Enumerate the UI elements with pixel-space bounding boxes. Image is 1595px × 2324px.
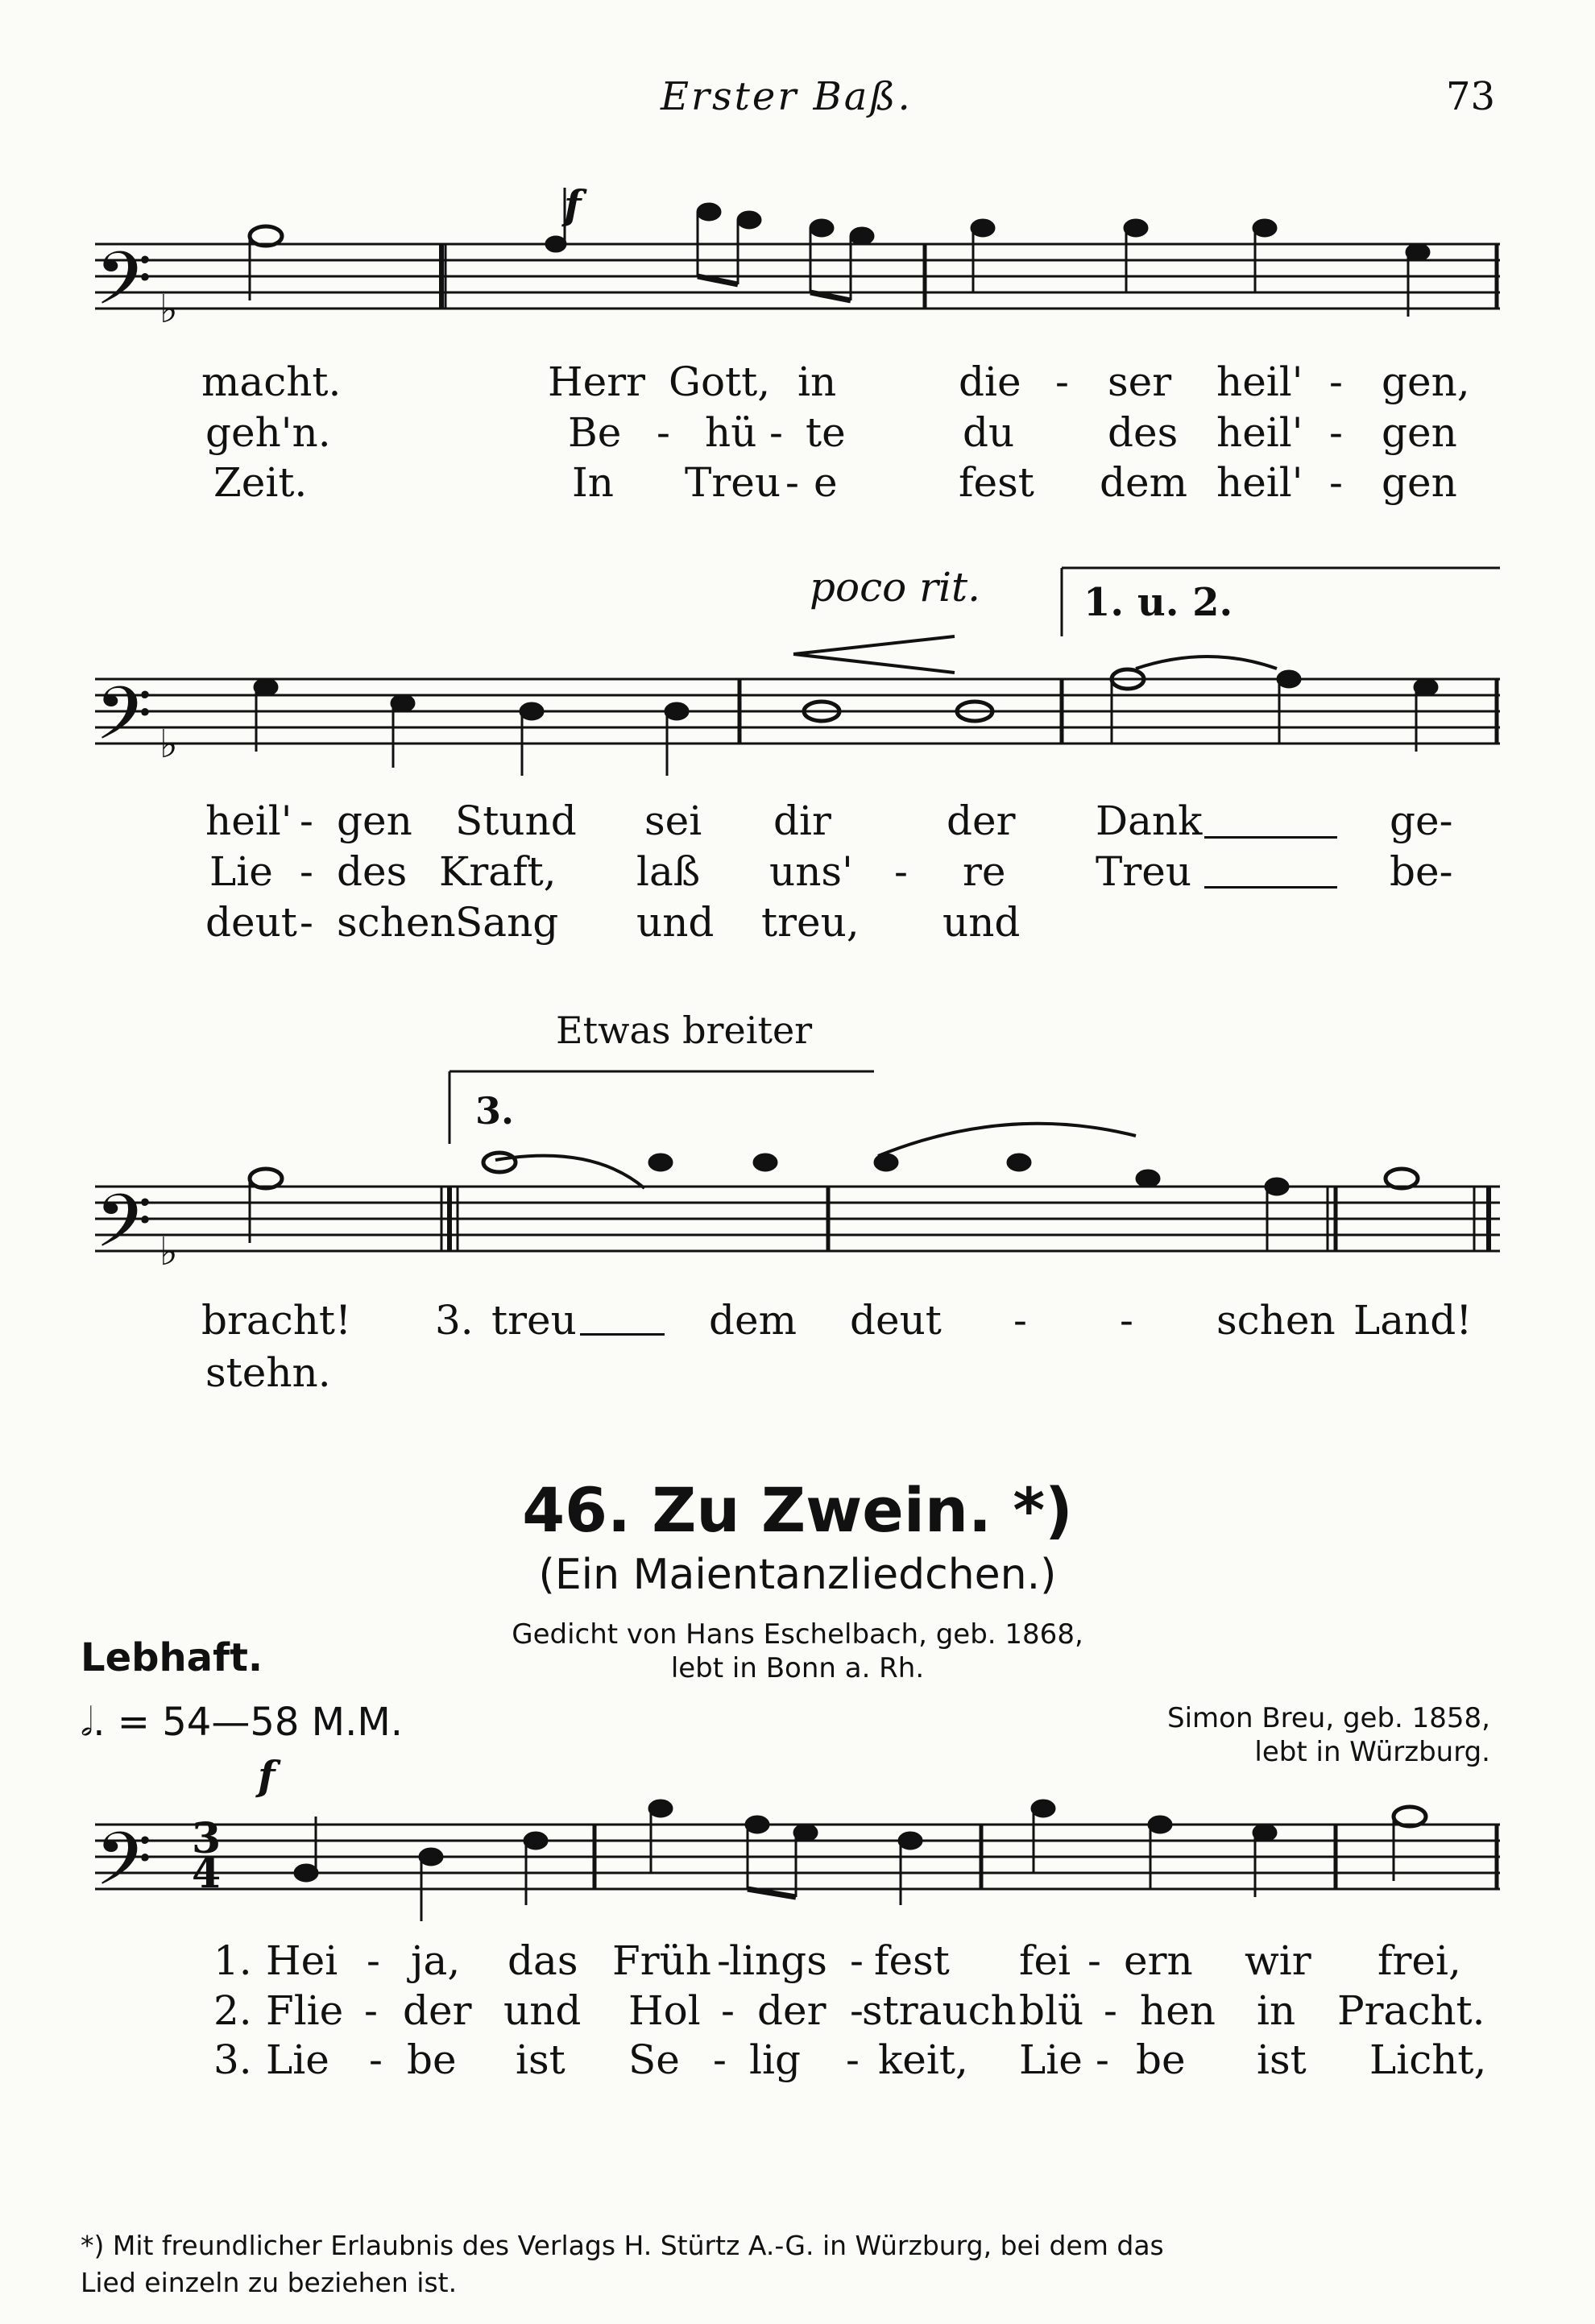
- lyrics-s2-verse2: Lie - des Kraft, laß uns' - re Treu be-: [209, 848, 1453, 895]
- staff-3: [95, 1071, 1500, 1251]
- running-header: Erster Baß.: [661, 74, 913, 119]
- dynamic-forte-1: f: [564, 181, 582, 229]
- composer-line-1: Simon Breu, geb. 1858,: [1167, 1702, 1490, 1734]
- svg-text:♭: ♭: [160, 1229, 178, 1274]
- bass-clef-1: 𝄢: [95, 236, 152, 339]
- composer-credit: [1071, 1701, 1490, 1769]
- lyrics-s3-verse1: bracht! 3. treu dem deut - - schen Land!: [201, 1297, 1473, 1344]
- composer-line-2: lebt in Würzburg.: [1254, 1736, 1490, 1768]
- lyrics-s1-verse2: geh'n. Be - hü - te du des heil' - gen: [205, 409, 1457, 456]
- lyrics-s2-verse3: deut - schen Sang und treu, und: [205, 899, 1021, 946]
- poet-line-1: Gedicht von Hans Eschelbach, geb. 1868,: [512, 1618, 1083, 1651]
- song-subtitle: (Ein Maientanzliedchen.): [538, 1551, 1057, 1599]
- page-number: 73: [1446, 74, 1496, 119]
- bass-clef-4: 𝄢: [95, 1817, 152, 1920]
- lyrics-s4-verse3: 3. Lie - be ist Se - lig - keit, Lie - be ist Licht,: [213, 2036, 1487, 2083]
- lyrics-s1-verse1: macht. Herr Gott, in die - ser heil' - gen,: [201, 358, 1470, 405]
- lyrics-s1-verse3: Zeit. In Treu - e fest dem heil' - gen: [213, 459, 1457, 506]
- staff-2: [95, 568, 1500, 744]
- footnote-line-2: Lied einzeln zu beziehen ist.: [81, 2267, 458, 2298]
- poet-credit: [483, 1618, 1112, 1685]
- svg-text:3: 3: [192, 1814, 222, 1863]
- song-title: 46. Zu Zwein. *): [522, 1474, 1073, 1546]
- bass-clef-3: 𝄢: [95, 1179, 152, 1282]
- bass-clef-2: 𝄢: [95, 671, 152, 774]
- footnote: [81, 2227, 1498, 2301]
- footnote-line-1: *) Mit freundlicher Erlaubnis des Verlags H. Stürtz A.-G. in Würzburg, bei dem das: [81, 2230, 1164, 2261]
- melisma-line-1: [1204, 836, 1337, 839]
- melisma-line-2: [1204, 886, 1337, 889]
- svg-text:4: 4: [192, 1849, 222, 1898]
- volta-1-2-label: 1. u. 2.: [1083, 580, 1233, 625]
- melisma-line-3: [580, 1333, 665, 1336]
- etwas-breiter-direction: Etwas breiter: [556, 1009, 813, 1052]
- poco-rit-direction: poco rit.: [810, 564, 980, 611]
- metronome-marking: 𝅗𝅥. = 54—58 M.M.: [81, 1700, 404, 1745]
- lyrics-s4-verse2: 2. Flie - der und Hol - der - strauch blü - hen in Pracht.: [213, 1987, 1485, 2034]
- dynamic-forte-2: f: [258, 1752, 276, 1800]
- staff-1: [95, 244, 1500, 309]
- poet-line-2: lebt in Bonn a. Rh.: [670, 1652, 925, 1684]
- tempo-marking: Lebhaft.: [81, 1635, 263, 1680]
- volta-3-label: 3.: [475, 1089, 515, 1133]
- lyrics-s4-verse1: 1. Hei - ja, das Früh - lings - fest fei - ern wir frei,: [213, 1937, 1461, 1984]
- svg-text:♭: ♭: [160, 722, 178, 767]
- lyrics-s3-verse2: stehn.: [205, 1349, 331, 1396]
- svg-text:♭: ♭: [160, 287, 178, 332]
- lyrics-s2-verse1: heil' - gen Stund sei dir der Dank ge-: [205, 797, 1453, 844]
